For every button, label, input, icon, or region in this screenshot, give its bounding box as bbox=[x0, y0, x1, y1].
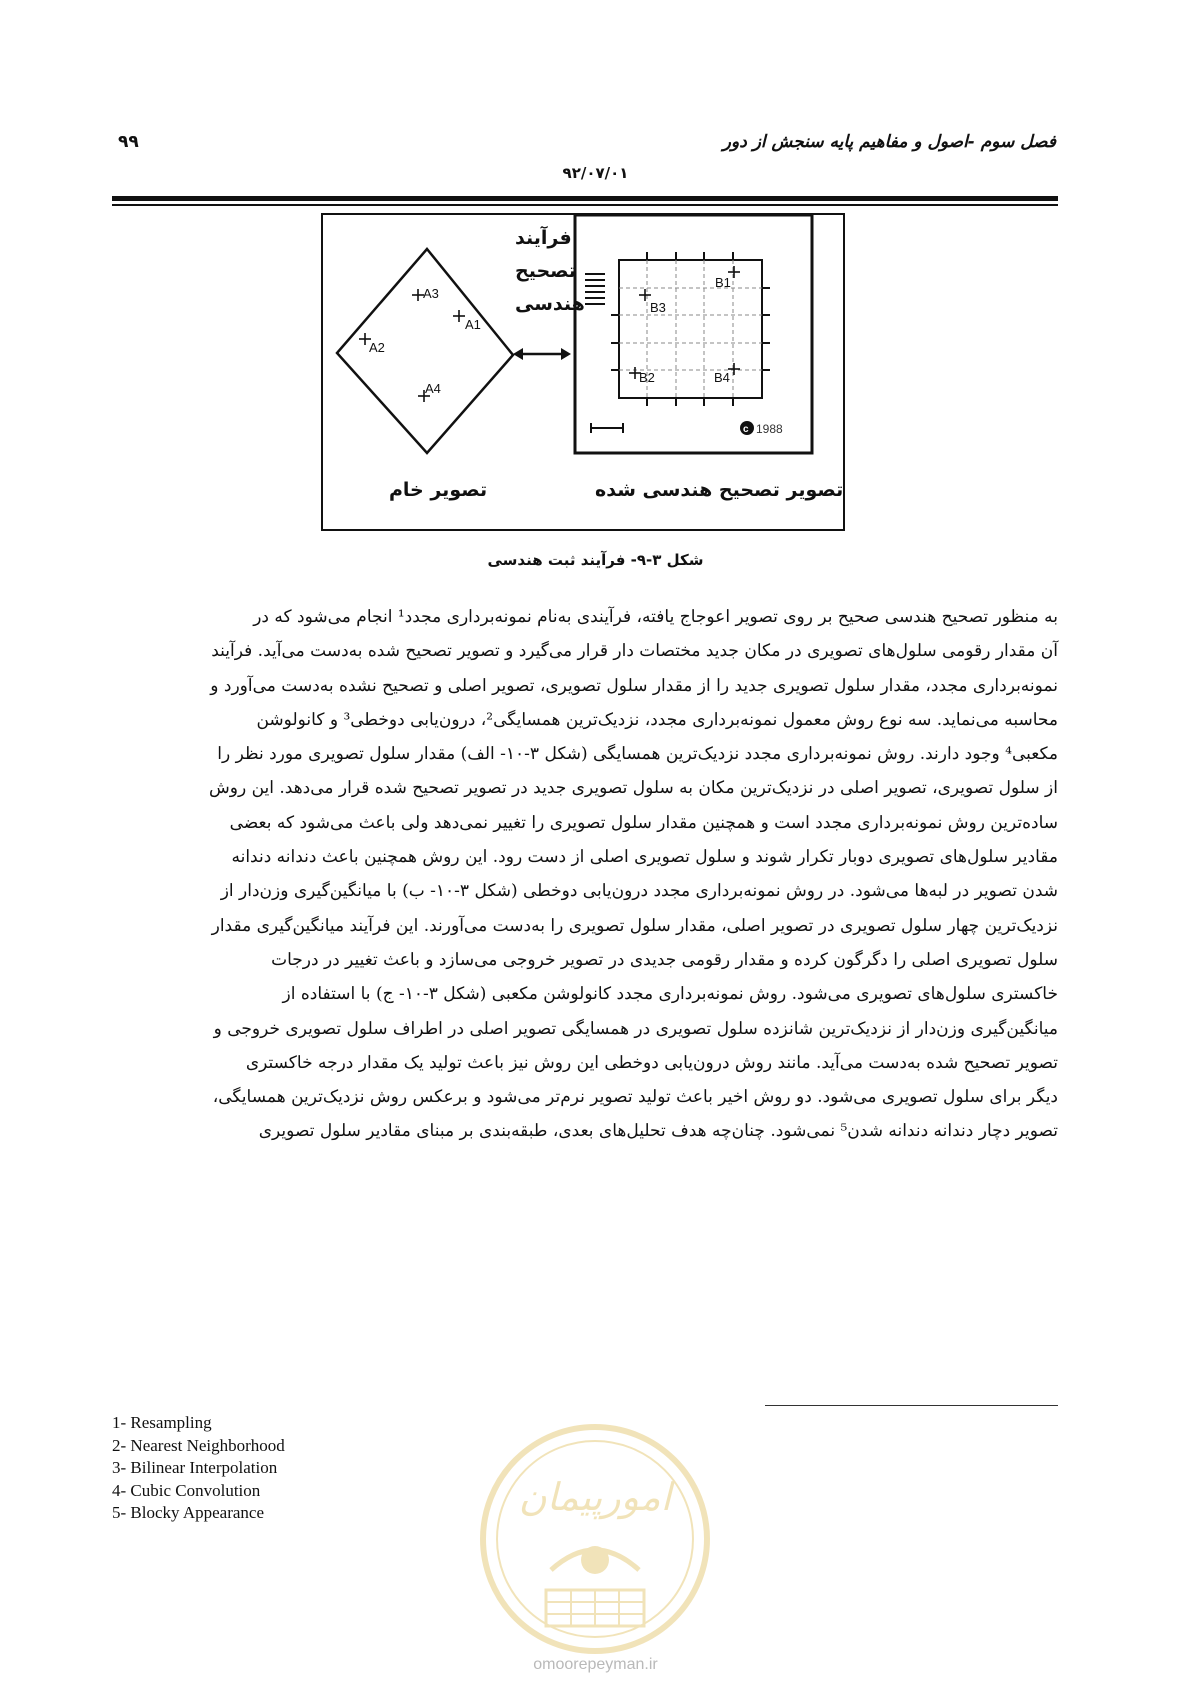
corrected-image-frame bbox=[575, 215, 812, 453]
body-line: مقادیر سلول‌های تصویری دوبار تکرار شوند و سلول تصویری اصلی از دست رود. این روش همچنین باعث دندانه دندانه bbox=[231, 847, 1058, 868]
body-line: میانگین‌گیری وزن‌دار از نزدیک‌ترین شانزده سلول تصویری در همسایگی تصویر اصلی در اطراف سلول تصویری خروجی و bbox=[213, 1018, 1058, 1039]
point-label-b2: B2 bbox=[639, 370, 655, 385]
point-label-a4: A4 bbox=[425, 381, 441, 396]
figure-caption: شکل ۳-۹- فرآیند ثبت هندسی bbox=[487, 551, 704, 569]
corrected-grid bbox=[585, 252, 770, 433]
footnote-3: 3- Bilinear Interpolation bbox=[112, 1458, 278, 1477]
footnote-4: 4- Cubic Convolution bbox=[112, 1480, 261, 1500]
point-label-a2: A2 bbox=[369, 340, 385, 355]
watermark-logo-icon bbox=[476, 1420, 714, 1658]
body-line: ساده‌ترین روش نمونه‌برداری مجدد است و همچنین مقدار سلول تصویری را تغییر نمی‌دهد ولی باعث می‌شود که بعضی bbox=[229, 812, 1058, 833]
svg-text:c: c bbox=[743, 424, 749, 435]
process-label-1: فرآیند bbox=[515, 227, 572, 249]
footnote-2: 2- Nearest Neighborhood bbox=[112, 1435, 285, 1455]
body-line: آن مقدار رقومی سلول‌های تصویری در مکان جدید مختصات دار قرار می‌گیرد و تصویر تصحیح شده به‌دست می‌آید. فرآیند bbox=[211, 641, 1058, 662]
body-line: مکعبی⁴ وجود دارند. روش نمونه‌برداری مجدد نزدیک‌ترین همسایگی (شکل ۳-۱۰- الف) مقدار سلول تصویری مورد نظر را bbox=[217, 744, 1058, 765]
header-rule-thin bbox=[112, 204, 1058, 206]
raw-image-diamond bbox=[337, 249, 513, 453]
body-line: دیگر برای سلول تصویری می‌شود. دو روش اخیر باعث تولید تصویر نرم‌تر می‌شود و برعکس روش نزدیک‌ترین همسایگی، bbox=[212, 1087, 1058, 1108]
footnote-1: 1- Resampling bbox=[112, 1413, 212, 1432]
body-line: محاسبه می‌نماید. سه نوع روش معمول نمونه‌برداری مجدد، نزدیک‌ترین همسایگی²، درون‌یابی دوخطی³ و کانولوشن bbox=[256, 709, 1058, 730]
watermark-url: omoorepeyman.ir bbox=[533, 1656, 658, 1673]
footnotes bbox=[112, 1412, 285, 1525]
header-date: ۹۲/۰۷/۰۱ bbox=[562, 164, 629, 182]
process-label-2: تصحیح bbox=[515, 260, 576, 282]
body-line: از سلول تصویری، تصویر اصلی در نزدیک‌ترین مکان به سلول تصویری جدید در تصویر تصحیح شده قرار می‌دهد. این روش bbox=[209, 778, 1058, 799]
point-label-b4: B4 bbox=[714, 370, 730, 385]
process-label-3: هندسی bbox=[515, 293, 585, 315]
footnote-5: 5- Blocky Appearance bbox=[112, 1503, 264, 1522]
raw-image-label: تصویر خام bbox=[389, 479, 488, 501]
body-line: به منظور تصحیح هندسی صحیح بر روی تصویر اعوجاج یافته، فرآیندی به‌نام نمونه‌برداری مجدد¹ انجام می‌شود که در bbox=[253, 607, 1058, 627]
figure-geometric-registration bbox=[321, 213, 845, 531]
copyright-year: 1988 bbox=[756, 422, 783, 436]
corrected-image-label: تصویر تصحیح هندسی شده bbox=[595, 479, 844, 501]
body-paragraph bbox=[112, 600, 1058, 1149]
chapter-title: فصل سوم -اصول و مفاهیم پایه سنجش از دور bbox=[722, 132, 1056, 152]
body-line: سلول تصویری اصلی را دگرگون کرده و مقدار رقومی جدیدی در تصویر خروجی می‌سازد و باعث تغییر در درجات bbox=[271, 949, 1058, 970]
header-rule-thick bbox=[112, 196, 1058, 201]
body-line: شدن تصویر در لبه‌ها می‌شود. در روش نمونه‌برداری مجدد درون‌یابی دوخطی (شکل ۳-۱۰- ب) با میانگین‌گیری وزن‌دار از bbox=[220, 881, 1058, 902]
body-line: تصویر تصحیح شده به‌دست می‌آید. مانند روش درون‌یابی دوخطی این روش نیز باعث تولید یک مقدار درجه خاکستری bbox=[245, 1052, 1058, 1073]
page-number: ۹۹ bbox=[118, 132, 139, 152]
point-label-b1: B1 bbox=[715, 275, 731, 290]
body-line: تصویر دچار دندانه دندانه شدن⁵ نمی‌شود. چنان‌چه هدف تحلیل‌های بعدی، طبقه‌بندی بر مبنای مقادیر سلول تصویری bbox=[258, 1121, 1058, 1142]
body-line: نزدیک‌ترین چهار سلول تصویری در تصویر اصلی، مقدار سلول تصویری را به‌دست می‌آورند. این فرآیند میانگین‌گیری مقدار bbox=[211, 915, 1058, 936]
point-label-b3: B3 bbox=[650, 300, 666, 315]
body-line: خاکستری سلول‌های تصویری می‌شود. روش نمونه‌برداری مجدد کانولوشن مکعبی (شکل ۳-۱۰- ج) با استفاده از bbox=[282, 984, 1058, 1005]
point-label-a1: A1 bbox=[465, 317, 481, 332]
point-label-a3: A3 bbox=[423, 286, 439, 301]
footnote-divider bbox=[765, 1405, 1058, 1406]
body-line: نمونه‌برداری مجدد، مقدار سلول تصویری جدید را از مقدار سلول تصویری، تصویر اصلی و تصحیح نشده به‌دست می‌آورد و bbox=[210, 675, 1058, 696]
svg-text:امورپیمان: امورپیمان bbox=[518, 1475, 672, 1519]
